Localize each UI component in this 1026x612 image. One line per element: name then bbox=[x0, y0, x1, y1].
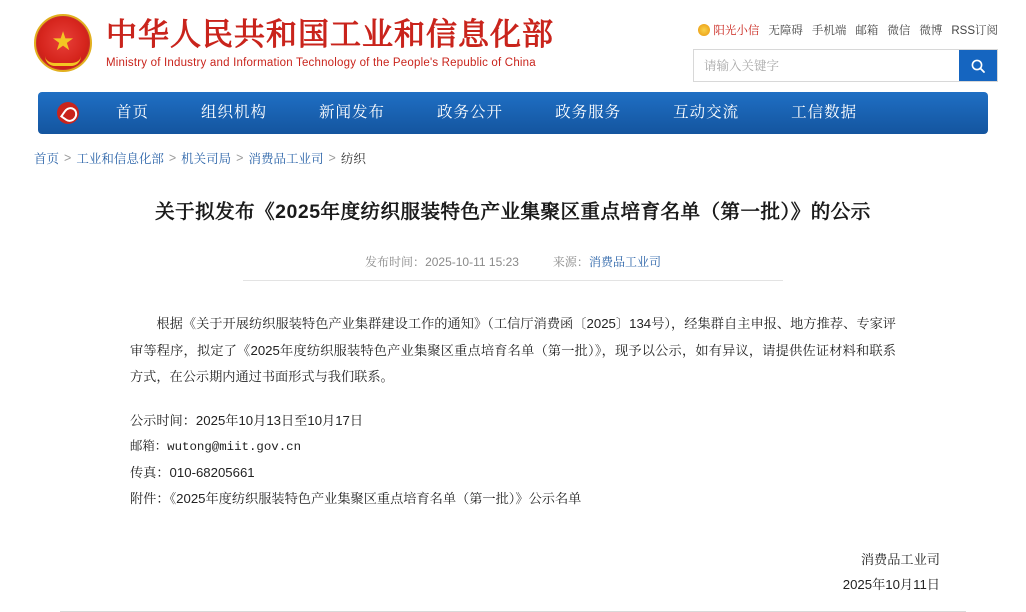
emblem-gear-icon bbox=[45, 56, 81, 66]
search-icon bbox=[970, 58, 986, 74]
signature-org: 消费品工业司 bbox=[860, 551, 940, 567]
breadcrumb-item-departments[interactable]: 机关司局 bbox=[181, 152, 232, 166]
article-signature bbox=[60, 547, 966, 597]
contact-email: 邮箱：wutong@miit.gov.cn bbox=[130, 439, 302, 454]
contact-fax: 传真：010-68205661 bbox=[130, 464, 255, 480]
breadcrumb-item-consumer-goods[interactable]: 消费品工业司 bbox=[248, 152, 324, 166]
signature-date: 2025年10月11日 bbox=[842, 576, 940, 592]
top-link-label: 阳光小信 bbox=[713, 25, 760, 37]
publish-time-label: 发布时间： bbox=[365, 255, 426, 270]
breadcrumb-separator: > bbox=[168, 151, 177, 165]
site-brand[interactable] bbox=[34, 14, 554, 72]
top-link-wechat[interactable]: 微信 bbox=[887, 25, 911, 37]
breadcrumb-separator: > bbox=[64, 151, 72, 165]
top-link-mobile[interactable]: 手机端 bbox=[811, 25, 847, 37]
top-link-email[interactable]: 邮箱 bbox=[855, 25, 879, 37]
article bbox=[0, 198, 1026, 597]
brand-text bbox=[106, 17, 554, 69]
top-link-bar bbox=[693, 20, 998, 40]
main-nav bbox=[38, 92, 988, 134]
brand-title-en: Ministry of Industry and Information Technology of the People's Republic of China bbox=[106, 56, 536, 69]
breadcrumb bbox=[0, 134, 1026, 168]
brand-title-cn: 中华人民共和国工业和信息化部 bbox=[106, 17, 554, 53]
breadcrumb-separator: > bbox=[328, 151, 336, 165]
emblem-star-icon: ★ bbox=[51, 25, 75, 56]
breadcrumb-item-home[interactable]: 首页 bbox=[34, 152, 60, 166]
publish-time bbox=[365, 253, 519, 270]
nav-item-news[interactable]: 新闻发布 bbox=[319, 104, 386, 121]
search-input[interactable] bbox=[694, 50, 959, 81]
top-link-weibo[interactable]: 微博 bbox=[919, 25, 943, 37]
source-link[interactable]: 消费品工业司 bbox=[588, 255, 661, 270]
search-button[interactable] bbox=[959, 50, 997, 81]
nav-item-gov-service[interactable]: 政务服务 bbox=[555, 104, 622, 121]
nav-item-gov-disclosure[interactable]: 政务公开 bbox=[437, 104, 504, 121]
attachment-line[interactable]: 附件：《2025年度纺织服装特色产业集聚区重点培育名单（第一批）》公示名单 bbox=[130, 491, 582, 507]
public-period: 公示时间：2025年10月13日至10月17日 bbox=[130, 413, 364, 429]
nav-item-data[interactable]: 工信数据 bbox=[791, 104, 858, 121]
source-label: 来源： bbox=[552, 255, 589, 270]
breadcrumb-separator: > bbox=[236, 151, 244, 165]
nav-wrapper bbox=[0, 92, 1026, 134]
article-paragraph-1: 根据《关于开展纺织服装特色产业集群建设工作的通知》（工信厅消费函〔2025〕134号），经集群自主申报、地方推荐、专家评审等程序，拟定了《2025年度纺织服装特色产业集聚区重点培育名单（第一批）》，现予以公示，如有异议，请提供佐证材料和联系方式，在公示期内通过书面形式与我们联系。 bbox=[130, 316, 896, 385]
nav-item-organization[interactable]: 组织机构 bbox=[201, 104, 268, 121]
sun-icon bbox=[698, 24, 710, 36]
article-meta bbox=[243, 253, 783, 281]
header-right bbox=[693, 14, 998, 82]
top-link-rss[interactable]: RSS订阅 bbox=[951, 25, 998, 37]
national-emblem-icon bbox=[34, 14, 92, 72]
search-bar bbox=[693, 49, 998, 82]
ministry-swirl-icon[interactable] bbox=[46, 102, 90, 124]
top-link-accessibility[interactable]: 无障碍 bbox=[768, 25, 803, 37]
publish-time-value: 2025-10-11 15:23 bbox=[425, 255, 519, 270]
top-link-sunshine[interactable] bbox=[698, 22, 759, 38]
breadcrumb-item-current: 纺织 bbox=[340, 152, 366, 166]
article-source bbox=[553, 253, 661, 270]
breadcrumb-item-ministry[interactable]: 工业和信息化部 bbox=[76, 152, 164, 166]
nav-item-home[interactable]: 首页 bbox=[116, 104, 150, 121]
nav-item-interaction[interactable]: 互动交流 bbox=[673, 104, 740, 121]
site-header bbox=[0, 0, 1026, 92]
article-body bbox=[60, 311, 966, 512]
page-title: 关于拟发布《2025年度纺织服装特色产业集聚区重点培育名单（第一批）》的公示 bbox=[155, 201, 871, 223]
